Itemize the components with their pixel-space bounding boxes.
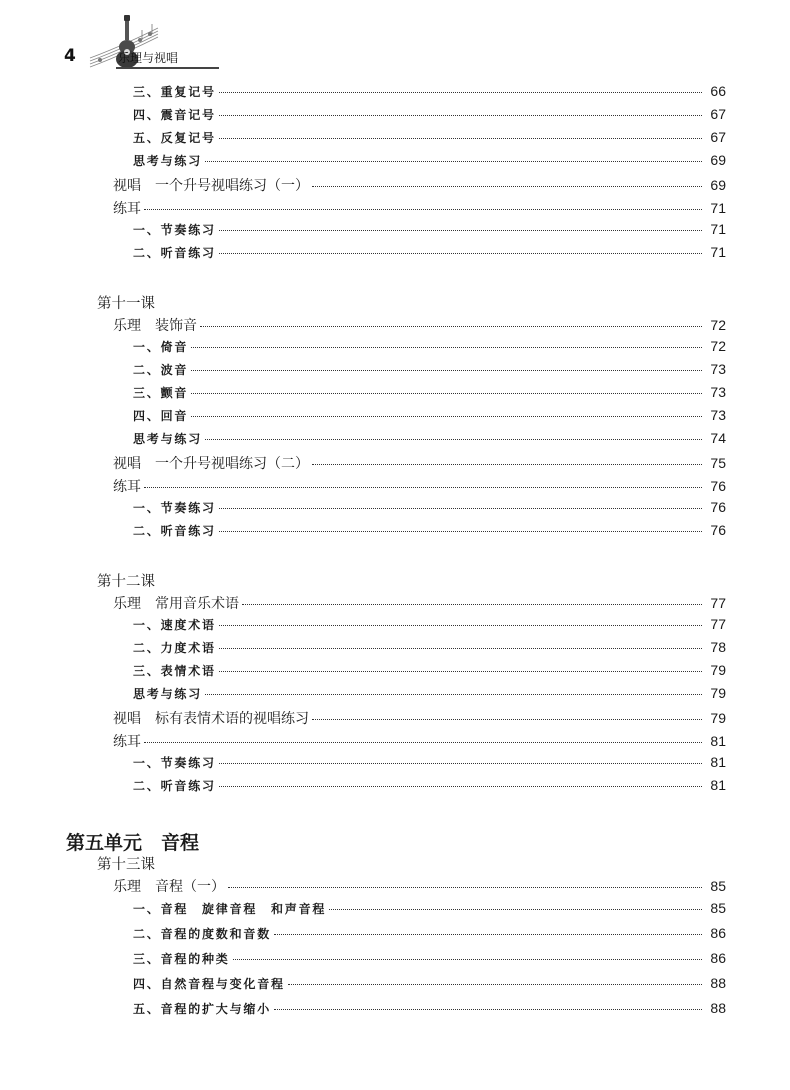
unit-title: 第五单元 音程	[66, 832, 200, 854]
toc-entry[interactable]	[113, 198, 726, 218]
dot-leader	[219, 531, 702, 532]
toc-entry-label: 视唱 一个升号视唱练习（一）	[113, 178, 309, 194]
toc-entry-page: 78	[710, 639, 726, 655]
toc-entry[interactable]	[133, 900, 726, 917]
toc-entry-label: 练耳	[113, 201, 141, 217]
toc-entry-page: 86	[710, 925, 726, 941]
dot-leader	[205, 161, 702, 162]
dot-leader	[219, 671, 702, 672]
lesson-title: 第十一课	[97, 296, 155, 312]
dot-leader	[312, 186, 702, 187]
dot-leader	[219, 92, 702, 93]
lesson-title: 第十二课	[97, 574, 155, 590]
dot-leader	[191, 370, 702, 371]
toc-entry-page: 81	[710, 754, 726, 770]
toc-entry-label: 四、回音	[133, 409, 189, 423]
toc-entry-label: 思考与练习	[133, 687, 203, 701]
dot-leader	[219, 138, 702, 139]
toc-entry-label: 三、音程的种类	[133, 952, 230, 966]
toc-entry[interactable]	[113, 453, 726, 473]
toc-entry-label: 思考与练习	[133, 154, 203, 168]
dot-leader	[242, 604, 702, 605]
dot-leader	[191, 393, 702, 394]
dot-leader	[233, 959, 702, 960]
page-number: 4	[64, 46, 76, 66]
toc-entry-label: 一、音程 旋律音程 和声音程	[133, 902, 327, 916]
toc-entry-page: 71	[710, 200, 726, 216]
toc-entry-label: 五、音程的扩大与缩小	[133, 1002, 272, 1016]
dot-leader	[274, 1009, 702, 1010]
toc-entry-label: 乐理 常用音乐术语	[113, 596, 239, 612]
toc-entry[interactable]	[113, 315, 726, 335]
toc-entry-label: 二、力度术语	[133, 641, 216, 655]
toc-entry[interactable]	[133, 384, 726, 401]
toc-entry[interactable]	[133, 499, 726, 516]
toc-entry-page: 77	[710, 616, 726, 632]
toc-entry[interactable]	[133, 129, 726, 146]
toc-entry-label: 二、听音练习	[133, 524, 216, 538]
toc-entry[interactable]	[113, 593, 726, 613]
dot-leader	[144, 487, 702, 488]
toc-entry[interactable]	[133, 777, 726, 794]
dot-leader	[144, 209, 702, 210]
toc-entry-label: 思考与练习	[133, 432, 203, 446]
toc-entry[interactable]	[133, 338, 726, 355]
dot-leader	[191, 416, 702, 417]
dot-leader	[312, 719, 702, 720]
toc-entry[interactable]	[133, 616, 726, 633]
toc-entry-page: 69	[710, 152, 726, 168]
toc-entry-page: 73	[710, 361, 726, 377]
toc-entry-label: 一、节奏练习	[133, 223, 216, 237]
toc-entry-page: 85	[710, 878, 726, 894]
toc-entry-label: 练耳	[113, 479, 141, 495]
toc-entry-label: 一、节奏练习	[133, 756, 216, 770]
toc-entry-label: 一、倚音	[133, 340, 189, 354]
toc-entry-page: 79	[710, 710, 726, 726]
toc-entry[interactable]	[113, 175, 726, 195]
toc-entry-page: 74	[710, 430, 726, 446]
toc-entry-page: 79	[710, 662, 726, 678]
toc-entry[interactable]	[113, 476, 726, 496]
toc-entry-label: 二、音程的度数和音数	[133, 927, 272, 941]
toc-entry-label: 五、反复记号	[133, 131, 216, 145]
dot-leader	[219, 115, 702, 116]
toc-entry-label: 视唱 一个升号视唱练习（二）	[113, 456, 309, 472]
toc-entry-page: 73	[710, 384, 726, 400]
toc-entry-label: 三、颤音	[133, 386, 189, 400]
dot-leader	[144, 742, 702, 743]
toc-entry[interactable]	[133, 106, 726, 123]
toc-entry[interactable]	[133, 685, 726, 702]
toc-entry-page: 75	[710, 455, 726, 471]
toc-entry-page: 88	[710, 1000, 726, 1016]
dot-leader	[205, 694, 702, 695]
toc-entry[interactable]	[133, 522, 726, 539]
toc-entry-label: 一、节奏练习	[133, 501, 216, 515]
toc-entry[interactable]	[113, 708, 726, 728]
toc-entry-page: 76	[710, 499, 726, 515]
toc-entry[interactable]	[133, 950, 726, 967]
lesson-title: 第十三课	[97, 857, 155, 873]
dot-leader	[219, 508, 702, 509]
dot-leader	[219, 648, 702, 649]
dot-leader	[219, 253, 702, 254]
toc-entry-label: 四、自然音程与变化音程	[133, 977, 285, 991]
toc-entry-page: 72	[710, 338, 726, 354]
toc-entry[interactable]	[133, 662, 726, 679]
toc-entry-label: 视唱 标有表情术语的视唱练习	[113, 711, 309, 727]
dot-leader	[329, 909, 702, 910]
dot-leader	[274, 934, 702, 935]
dot-leader	[219, 230, 702, 231]
toc-entry-page: 67	[710, 129, 726, 145]
dot-leader	[205, 439, 702, 440]
toc-entry[interactable]	[133, 152, 726, 169]
toc-entry-page: 69	[710, 177, 726, 193]
toc-entry-page: 71	[710, 221, 726, 237]
toc-entry[interactable]	[133, 244, 726, 261]
toc-entry-page: 88	[710, 975, 726, 991]
toc-entry[interactable]	[133, 754, 726, 771]
toc-entry-page: 73	[710, 407, 726, 423]
toc-entry[interactable]	[133, 975, 726, 992]
toc-entry-label: 二、波音	[133, 363, 189, 377]
toc-entry[interactable]	[113, 731, 726, 751]
toc-entry[interactable]	[133, 925, 726, 942]
toc-entry-page: 86	[710, 950, 726, 966]
toc-entry-page: 85	[710, 900, 726, 916]
dot-leader	[228, 887, 702, 888]
dot-leader	[200, 326, 702, 327]
toc-entry-label: 三、重复记号	[133, 85, 216, 99]
toc-entry-page: 71	[710, 244, 726, 260]
toc-entry[interactable]	[133, 407, 726, 424]
toc-entry-page: 76	[710, 522, 726, 538]
toc-entry[interactable]	[133, 1000, 726, 1017]
toc-entry-page: 77	[710, 595, 726, 611]
toc-entry[interactable]	[133, 430, 726, 447]
dot-leader	[288, 984, 702, 985]
toc-entry-page: 76	[710, 478, 726, 494]
toc-entry-page: 81	[710, 777, 726, 793]
toc-entry-page: 72	[710, 317, 726, 333]
toc-entry[interactable]	[133, 83, 726, 100]
toc-entry-page: 81	[710, 733, 726, 749]
toc-entry-label: 一、速度术语	[133, 618, 216, 632]
toc-entry-label: 四、震音记号	[133, 108, 216, 122]
dot-leader	[219, 625, 702, 626]
toc-entry-page: 66	[710, 83, 726, 99]
toc-entry-label: 二、听音练习	[133, 779, 216, 793]
toc-entry[interactable]	[133, 639, 726, 656]
dot-leader	[191, 347, 702, 348]
toc-entry-page: 67	[710, 106, 726, 122]
toc-entry-label: 二、听音练习	[133, 246, 216, 260]
dot-leader	[312, 464, 702, 465]
toc-entry-page: 79	[710, 685, 726, 701]
toc-entry[interactable]	[133, 221, 726, 238]
toc-entry[interactable]	[133, 361, 726, 378]
toc-entry-label: 乐理 音程（一）	[113, 879, 225, 895]
toc-entry-label: 乐理 装饰音	[113, 318, 197, 334]
book-title: 乐理与视唱	[118, 51, 179, 65]
toc-entry-label: 三、表情术语	[133, 664, 216, 678]
toc-entry[interactable]	[113, 876, 726, 896]
toc-entry-label: 练耳	[113, 734, 141, 750]
dot-leader	[219, 763, 702, 764]
dot-leader	[219, 786, 702, 787]
